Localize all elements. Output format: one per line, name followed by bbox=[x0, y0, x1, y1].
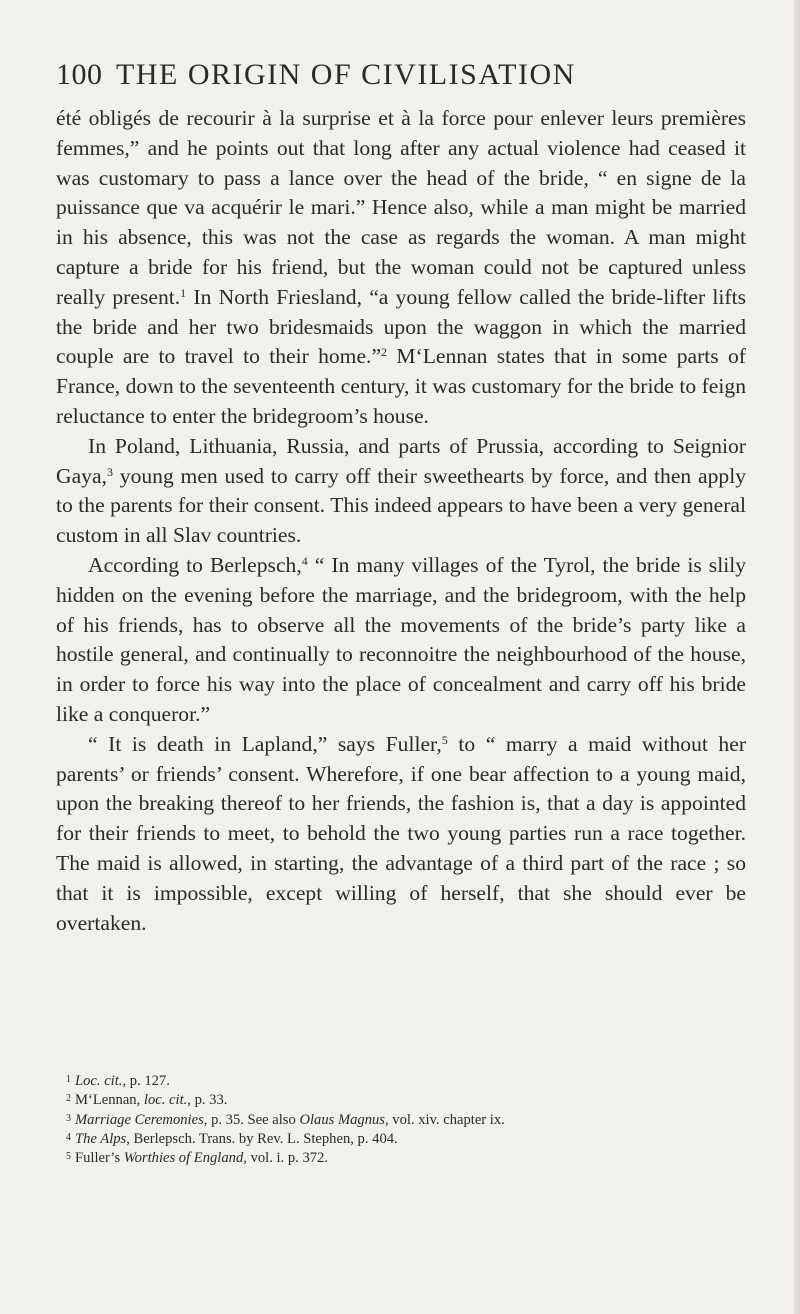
footnote-3 bbox=[56, 1110, 756, 1129]
paragraph-text: In Poland, Lithuania, Russia, and parts of Prussia, according to Seignior Gaya, bbox=[56, 433, 746, 488]
footnote-text: M‘Lennan, bbox=[75, 1092, 144, 1109]
paragraph-text: M‘Lennan states that in some parts of France, down to the seventeenth century, it was customary for the bride to feign reluctance to enter the bridegroom’s house. bbox=[56, 344, 746, 428]
footnote-text: , p. 127. bbox=[122, 1073, 170, 1089]
footnote-text: , vol. i. p. 372. bbox=[243, 1150, 328, 1167]
footnote-number: 4 bbox=[66, 1131, 71, 1143]
footnote-number: 2 bbox=[66, 1093, 71, 1105]
paragraph-text: été obligés de recourir à la surprise et à la force pour enlever leurs premières femmes,” and he points out that long after any actual violence had ceased it was customary to pass a lance over the head of the bride, “ en signe de la puissance que va acquérir le mari.” Hence also, while a man might be married in his absence, this was not the case as regards the woman. A man might capture a bride for his friend, but the woman could not be captured unless really present. bbox=[56, 106, 746, 309]
footnote-ref-3: 3 bbox=[106, 464, 113, 479]
footnote-2 bbox=[56, 1090, 756, 1109]
footnote-title: Olaus Magnus bbox=[299, 1111, 385, 1128]
footnote-text: Fuller’s bbox=[75, 1150, 124, 1167]
footnote-text: , vol. xiv. chapter ix. bbox=[384, 1111, 505, 1128]
footnote-title: loc. cit. bbox=[143, 1092, 188, 1109]
footnote-ref-1: 1 bbox=[180, 285, 187, 300]
footnote-1 bbox=[56, 1071, 756, 1090]
footnote-text: , Berlepsch. Trans. by Rev. L. Stephen, p. 404. bbox=[126, 1130, 398, 1147]
paragraph-text: In North Friesland, “a young fellow called the bride-lifter lifts the bride and her two bridesmaids upon the waggon in which the married couple are to travel to their home.” bbox=[56, 284, 747, 369]
body-text bbox=[56, 104, 746, 938]
footnote-4 bbox=[56, 1129, 756, 1148]
footnote-5 bbox=[56, 1148, 756, 1167]
paragraph-1 bbox=[56, 104, 746, 432]
footnote-title: Marriage Ceremonies bbox=[75, 1111, 204, 1128]
paragraph-text: young men used to carry off their sweethearts by force, and then apply to the parents for their consent. This indeed appears to have been a very general custom in all Slav countries. bbox=[56, 463, 746, 548]
page-number: 100 bbox=[56, 58, 103, 91]
footnote-ref-4: 4 bbox=[301, 553, 308, 568]
paragraph-3 bbox=[56, 551, 746, 730]
footnote-ref-5: 5 bbox=[441, 732, 448, 747]
footnote-text: , p. 33. bbox=[187, 1092, 228, 1109]
footnote-title: Worthies of England bbox=[123, 1150, 244, 1167]
footnote-text: , p. 35. See also bbox=[203, 1111, 300, 1128]
paragraph-4 bbox=[56, 730, 746, 939]
running-title: THE ORIGIN OF CIVILISATION bbox=[116, 58, 576, 91]
footnote-ref-2: 2 bbox=[381, 345, 388, 360]
paragraph-2 bbox=[56, 432, 746, 551]
footnote-number: 1 bbox=[66, 1074, 71, 1085]
footnote-title: The Alps bbox=[75, 1130, 127, 1147]
footnote-number: 5 bbox=[66, 1151, 71, 1163]
page-edge-shadow bbox=[794, 0, 800, 1314]
paragraph-text: “ In many villages of the Tyrol, the bride is slily hidden on the evening before the marriage, and the bridegroom, with the help of his friends, has to observe all the movements of the bride’s party like a hostile general, and continually to reconnoitre the neighbourhood of the house, in order to force his way into the place of concealment and carry off his bride like a conqueror.” bbox=[56, 552, 746, 726]
paragraph-text: “ It is death in Lapland,” says Fuller, bbox=[88, 731, 442, 756]
page-header bbox=[56, 58, 746, 102]
footnote-number: 3 bbox=[66, 1112, 71, 1124]
paragraph-text: to “ marry a maid without her parents’ or friends’ consent. Wherefore, if one bear affection to a young maid, upon the breaking thereof to her friends, the fashion is, that a day is appointed for their friends to meet, to behold the two young parties run a race together. The maid is allowed, in starting, the advantage of a third part of the race ; so that it is impossible, except willing of herself, that she should ever be overtaken. bbox=[56, 731, 747, 935]
footnotes bbox=[56, 1071, 756, 1167]
footnote-title: Loc. cit. bbox=[75, 1073, 123, 1089]
paragraph-text: According to Berlepsch, bbox=[88, 552, 302, 577]
